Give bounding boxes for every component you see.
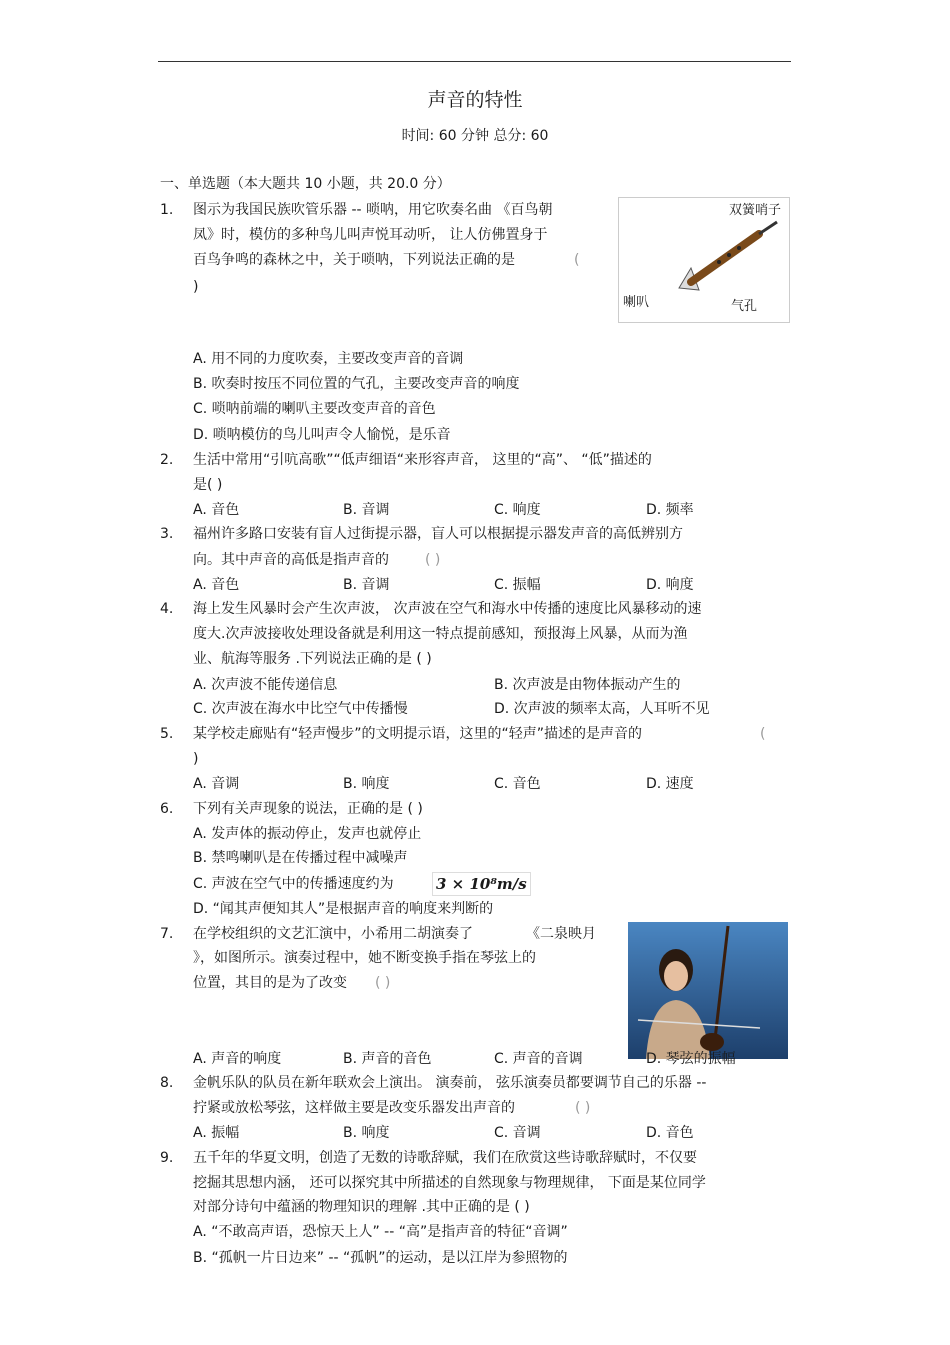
answer-option[interactable]: C. 声波在空气中的传播速度约为 <box>193 876 394 892</box>
answer-option[interactable]: A. 音色 <box>193 577 240 593</box>
figure-label: 气孔 <box>731 299 758 314</box>
question-number: 4. <box>160 601 174 617</box>
suona-figure <box>618 197 790 323</box>
question-number: 9. <box>160 1150 174 1166</box>
question-number: 3. <box>160 526 174 542</box>
question-number: 1. <box>160 202 174 218</box>
answer-option[interactable]: B. 音调 <box>343 577 390 593</box>
answer-option[interactable]: C. 音色 <box>494 776 541 792</box>
erhu-player-photo <box>628 922 788 1059</box>
answer-bracket: ( ) <box>375 975 391 991</box>
answer-option[interactable]: C. 振幅 <box>494 577 541 593</box>
answer-option[interactable]: C. 声音的音调 <box>494 1051 583 1067</box>
question-number: 5. <box>160 726 174 742</box>
answer-option[interactable]: A. 音调 <box>193 776 240 792</box>
question-line: 度大.次声波接收处理设备就是利用这一特点提前感知，预报海上风暴，从而为渔 <box>193 626 688 642</box>
figure-label: 喇叭 <box>623 295 650 310</box>
question-line: 海上发生风暴时会产生次声波， 次声波在空气和海水中传播的速度比风暴移动的速 <box>193 601 702 617</box>
question-number: 7. <box>160 926 174 942</box>
question-line: 《二泉映月 <box>526 926 596 942</box>
answer-option[interactable]: D. 琴弦的振幅 <box>646 1051 736 1067</box>
answer-option[interactable]: D. 音色 <box>646 1125 694 1141</box>
question-line: ) <box>193 279 199 295</box>
question-line: 百鸟争鸣的森林之中，关于唢呐，下列说法正确的是 <box>193 252 515 268</box>
speed-formula: 3 × 10⁸m/s <box>432 872 531 896</box>
question-line: 是( ) <box>193 477 223 493</box>
answer-option[interactable]: D. 响度 <box>646 577 694 593</box>
answer-option[interactable]: A. 次声波不能传递信息 <box>193 677 338 693</box>
header-rule <box>158 61 791 62</box>
question-line: 生活中常用“引吭高歌”“低声细语“来形容声音， 这里的“高”、 “低”描述的 <box>193 452 652 468</box>
question-line: 》，如图所示。演奏过程中，她不断变换手指在琴弦上的 <box>193 950 536 966</box>
answer-option[interactable]: D. 次声波的频率太高，人耳听不见 <box>494 701 710 717</box>
question-number: 6. <box>160 801 174 817</box>
answer-option[interactable]: B. 音调 <box>343 502 390 518</box>
answer-option[interactable]: B. 吹奏时按压不同位置的气孔，主要改变声音的响度 <box>193 376 520 392</box>
answer-option[interactable]: D. “闻其声便知其人”是根据声音的响度来判断的 <box>193 901 494 917</box>
answer-option[interactable]: A. “不敢高声语，恐惊天上人” -- “高”是指声音的特征“音调” <box>193 1224 568 1240</box>
erhu-illustration <box>628 922 788 1059</box>
answer-option[interactable]: B. 响度 <box>343 776 390 792</box>
answer-option[interactable]: B. 响度 <box>343 1125 390 1141</box>
answer-bracket: ( ) <box>425 552 441 568</box>
answer-option[interactable]: A. 发声体的振动停止，发声也就停止 <box>193 826 422 842</box>
answer-option[interactable]: B. 禁鸣喇叭是在传播过程中减噪声 <box>193 850 408 866</box>
question-line: 下列有关声现象的说法，正确的是 ( ) <box>193 801 423 817</box>
answer-option[interactable]: B. 次声波是由物体振动产生的 <box>494 677 681 693</box>
answer-option[interactable]: C. 唢呐前端的喇叭主要改变声音的音色 <box>193 401 436 417</box>
answer-option[interactable]: D. 速度 <box>646 776 694 792</box>
section-title: 一、单选题（本大题共 10 小题，共 20.0 分） <box>160 176 451 192</box>
suona-illustration <box>619 198 789 322</box>
question-line: 图示为我国民族吹管乐器 -- 唢呐，用它吹奏名曲 《百鸟朝 <box>193 202 553 218</box>
figure-label: 双簧哨子 <box>729 203 782 218</box>
question-line: 福州许多路口安装有盲人过街提示器，盲人可以根据提示器发声音的高低辨别方 <box>193 526 683 542</box>
answer-option[interactable]: D. 唢呐模仿的鸟儿叫声令人愉悦，是乐音 <box>193 427 451 443</box>
exam-meta: 时间: 60 分钟 总分: 60 <box>401 128 549 144</box>
answer-option[interactable]: A. 声音的响度 <box>193 1051 282 1067</box>
question-line: 拧紧或放松琴弦，这样做主要是改变乐器发出声音的 <box>193 1100 515 1116</box>
answer-option[interactable]: B. “孤帆一片日边来” -- “孤帆”的运动，是以江岸为参照物的 <box>193 1250 568 1266</box>
question-line: 对部分诗句中蕴涵的物理知识的理解 .其中正确的是 ( ) <box>193 1199 530 1215</box>
answer-option[interactable]: A. 音色 <box>193 502 240 518</box>
question-line: 在学校组织的文艺汇演中，小希用二胡演奏了 <box>193 926 473 942</box>
question-number: 2. <box>160 452 174 468</box>
answer-bracket: ( <box>574 252 580 268</box>
answer-option[interactable]: C. 响度 <box>494 502 541 518</box>
question-line: 业、航海等服务 .下列说法正确的是 ( ) <box>193 651 432 667</box>
answer-option[interactable]: A. 用不同的力度吹奏，主要改变声音的音调 <box>193 351 464 367</box>
page-title: 声音的特性 <box>427 89 523 111</box>
question-number: 8. <box>160 1075 174 1091</box>
question-line: 位置，其目的是为了改变 <box>193 975 347 991</box>
question-line: 某学校走廊贴有“轻声慢步”的文明提示语，这里的“轻声”描述的是声音的 <box>193 726 643 742</box>
answer-bracket: ( ) <box>575 1100 591 1116</box>
answer-option[interactable]: D. 频率 <box>646 502 694 518</box>
answer-bracket: ( <box>760 726 766 742</box>
question-line: 凤》时，模仿的多种鸟儿叫声悦耳动听， 让人仿佛置身于 <box>193 227 548 243</box>
question-line: 向。其中声音的高低是指声音的 <box>193 552 389 568</box>
question-line: 金帆乐队的队员在新年联欢会上演出。 演奏前， 弦乐演奏员都要调节自己的乐器 -- <box>193 1075 707 1091</box>
answer-option[interactable]: B. 声音的音色 <box>343 1051 432 1067</box>
answer-option[interactable]: A. 振幅 <box>193 1125 240 1141</box>
answer-option[interactable]: C. 次声波在海水中比空气中传播慢 <box>193 701 408 717</box>
question-line: ) <box>193 751 199 767</box>
answer-option[interactable]: C. 音调 <box>494 1125 541 1141</box>
question-line: 五千年的华夏文明，创造了无数的诗歌辞赋，我们在欣赏这些诗歌辞赋时，不仅要 <box>193 1150 697 1166</box>
question-line: 挖掘其思想内涵， 还可以探究其中所描述的自然现象与物理规律， 下面是某位同学 <box>193 1175 706 1191</box>
